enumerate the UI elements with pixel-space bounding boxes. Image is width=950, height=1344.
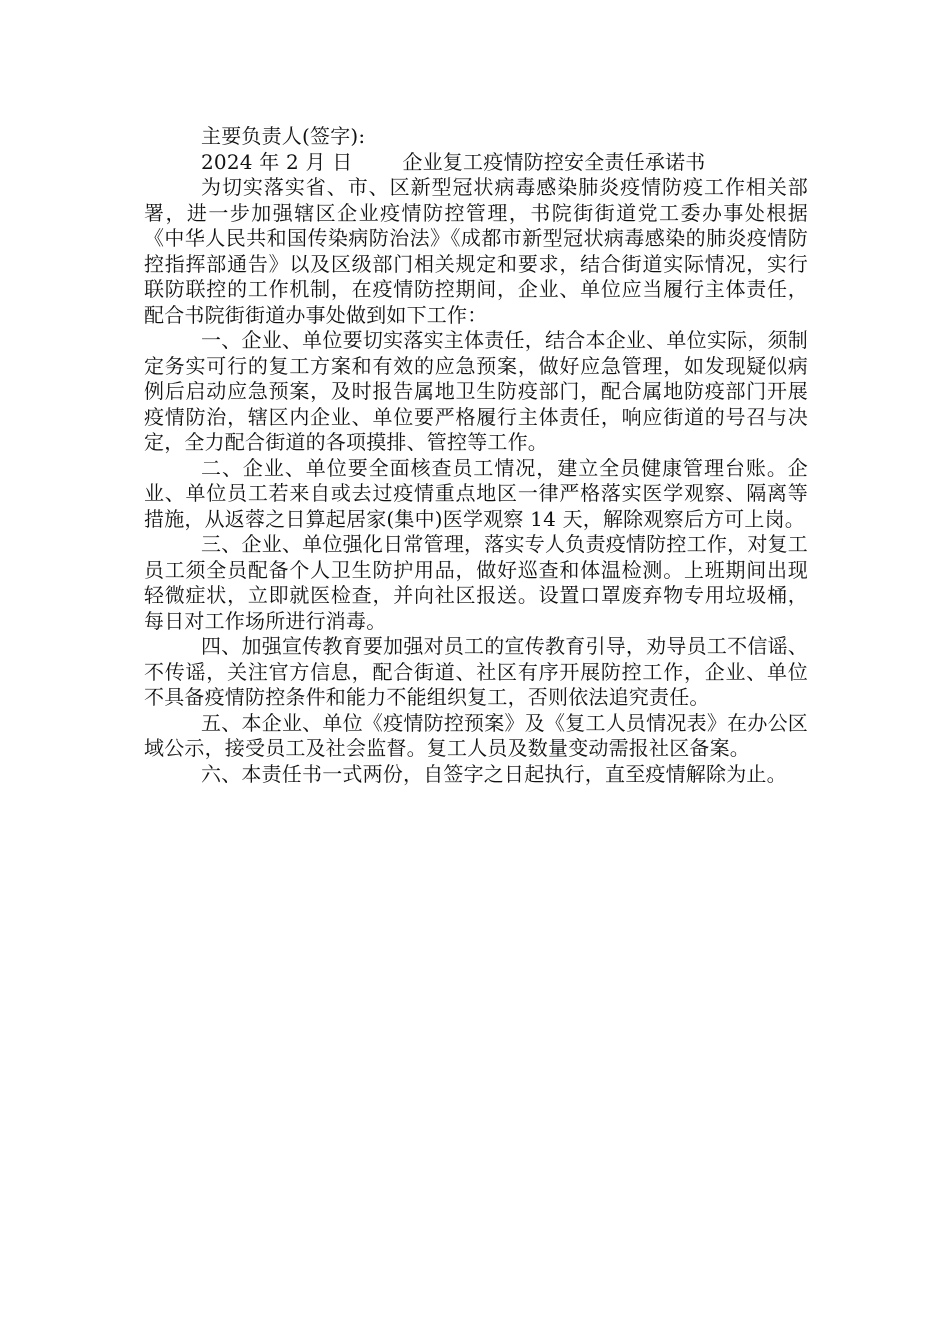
item-paragraph: 一、企业、单位要切实落实主体责任，结合本企业、单位实际，须制定务实可行的复工方案和有效的应急预案，做好应急管理，如发现疑似病例后启动应急预案，及时报告属地卫生防疫部门，配合属地防疫部门开展疫情防治，辖区内企业、单位要严格履行主体责任，响应街道的号召与决定，全力配合街道的各项摸排、管控等工作。 <box>144 328 808 454</box>
document-body <box>144 124 808 787</box>
signer-line <box>144 124 808 150</box>
item-paragraph: 四、加强宣传教育要加强对员工的宣传教育引导，劝导员工不信谣、不传谣，关注官方信息，配合街道、社区有序开展防控工作，企业、单位不具备疫情防控条件和能力不能组织复工，否则依法追究责任。 <box>144 634 808 709</box>
item-paragraph: 五、本企业、单位《疫情防控预案》及《复工人员情况表》在办公区域公示，接受员工及社会监督。复工人员及数量变动需报社区备案。 <box>144 710 808 760</box>
item-paragraph: 二、企业、单位要全面核查员工情况，建立全员健康管理台账。企业、单位员工若来自或去过疫情重点地区一律严格落实医学观察、隔离等措施，从返蓉之日算起居家(集中)医学观察 14 天，解除观察后方可上岗。 <box>144 455 808 531</box>
intro-paragraph: 为切实落实省、市、区新型冠状病毒感染肺炎疫情防疫工作相关部署，进一步加强辖区企业疫情防控管理，书院街街道党工委办事处根据《中华人民共和国传染病防治法》《成都市新型冠状病毒感染的肺炎疫情防控指挥部通告》以及区级部门相关规定和要求，结合街道实际情况，实行联防联控的工作机制，在疫情防控期间，企业、单位应当履行主体责任，配合书院街街道办事处做到如下工作： <box>144 175 808 327</box>
document-title: 企业复工疫情防控安全责任承诺书 <box>402 149 706 174</box>
date-text: 2024 年 2 月 日 <box>201 149 353 174</box>
date-title-line <box>144 150 808 176</box>
item-paragraph: 三、企业、单位强化日常管理，落实专人负责疫情防控工作，对复工员工须全员配备个人卫生防护用品，做好巡查和体温检测。上班期间出现轻微症状，立即就医检查，并向社区报送。设置口罩废弃物专用垃圾桶，每日对工作场所进行消毒。 <box>144 532 808 633</box>
item-paragraph: 六、本责任书一式两份，自签字之日起执行，直至疫情解除为止。 <box>201 761 787 786</box>
signer-label: 主要负责人(签字): <box>201 124 366 148</box>
